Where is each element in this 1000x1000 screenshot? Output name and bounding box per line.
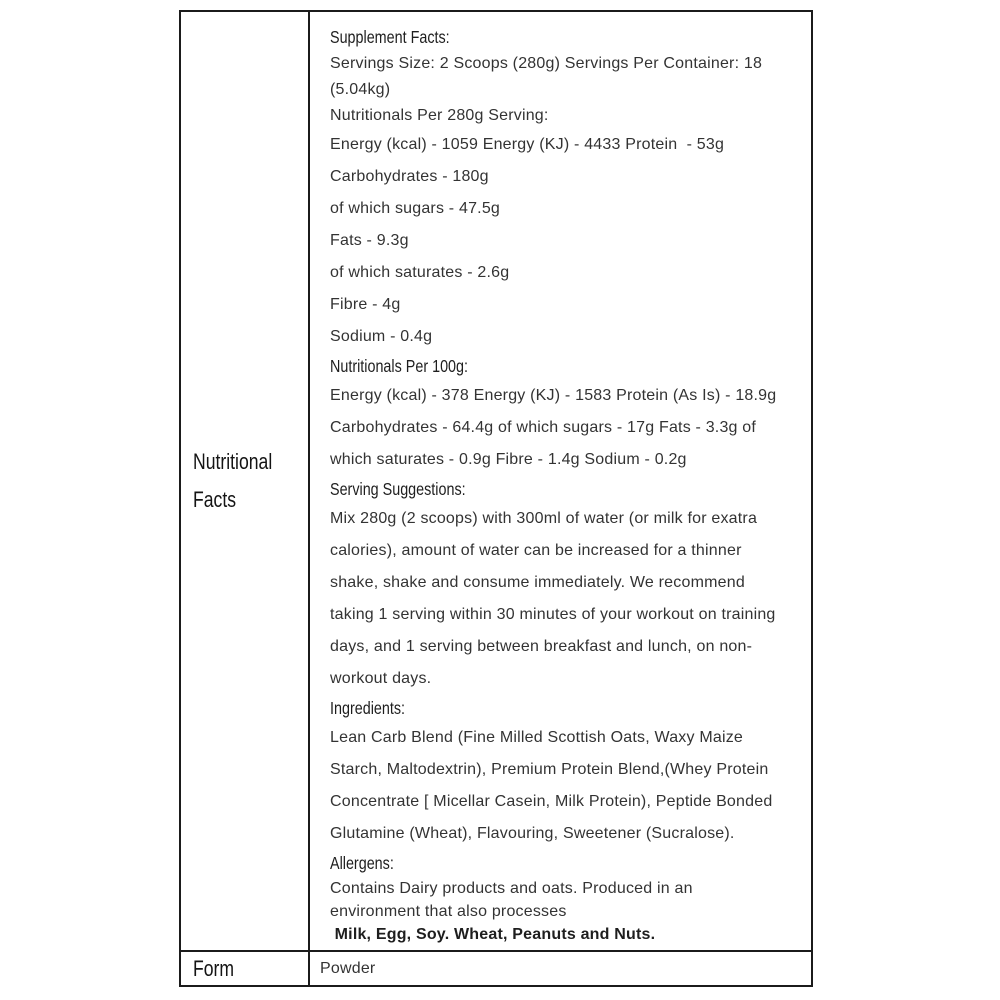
content-line-heading: Allergens: <box>330 853 394 873</box>
content-line-body: days, and 1 serving between breakfast and lunch, on non- <box>330 638 753 655</box>
nutritional-facts-label-cell <box>181 12 310 950</box>
content-line-body: taking 1 serving within 30 minutes of your workout on training <box>330 606 776 623</box>
form-label-cell <box>181 952 310 985</box>
nutritional-facts-label-line-2: Facts <box>193 487 237 512</box>
content-line-allergen: Contains Dairy products and oats. Produced in an <box>330 880 693 897</box>
content-line-body: of which saturates - 2.6g <box>330 264 510 281</box>
nutritional-facts-label-line-1: Nutritional <box>193 449 273 474</box>
content-line-tight: Nutritionals Per 280g Serving: <box>330 107 549 124</box>
content-line-body: Fats - 9.3g <box>330 232 409 249</box>
content-line-heading: Serving Suggestions: <box>330 479 466 499</box>
content-line-body: Carbohydrates - 180g <box>330 168 489 185</box>
table-row-nutritional-facts <box>181 12 811 952</box>
form-label: Form <box>193 955 235 981</box>
content-line-tight: (5.04kg) <box>330 81 391 98</box>
content-line-body: workout days. <box>330 670 432 687</box>
form-value-cell <box>310 952 811 985</box>
content-line-body: Carbohydrates - 64.4g of which sugars - 17g Fats - 3.3g of <box>330 419 757 436</box>
content-line-body: Fibre - 4g <box>330 296 401 313</box>
content-line-body: Lean Carb Blend (Fine Milled Scottish Oats, Waxy Maize <box>330 729 744 746</box>
content-line-body: Concentrate [ Micellar Casein, Milk Protein), Peptide Bonded <box>330 793 773 810</box>
product-spec-table <box>179 10 813 987</box>
content-line-body: shake, shake and consume immediately. We recommend <box>330 574 745 591</box>
content-line-body: of which sugars - 47.5g <box>330 200 501 217</box>
content-line-body: Starch, Maltodextrin), Premium Protein Blend,(Whey Protein <box>330 761 769 778</box>
content-line-body: Energy (kcal) - 378 Energy (KJ) - 1583 Protein (As Is) - 18.9g <box>330 387 777 404</box>
content-line-heading: Ingredients: <box>330 698 405 718</box>
content-line-heading: Nutritionals Per 100g: <box>330 356 469 376</box>
content-line-allergen: environment that also processes <box>330 903 567 920</box>
form-value: Powder <box>320 959 376 977</box>
content-line-allergen-bold: Milk, Egg, Soy. Wheat, Peanuts and Nuts. <box>330 926 656 943</box>
content-line-body: Glutamine (Wheat), Flavouring, Sweetener (Sucralose). <box>330 825 735 842</box>
table-row-form <box>181 952 811 985</box>
content-line-tight: Servings Size: 2 Scoops (280g) Servings Per Container: 18 <box>330 55 763 72</box>
content-line-body: which saturates - 0.9g Fibre - 1.4g Sodium - 0.2g <box>330 451 687 468</box>
content-line-body: calories), amount of water can be increased for a thinner <box>330 542 742 559</box>
content-line-heading: Supplement Facts: <box>330 27 450 47</box>
content-line-body: Energy (kcal) - 1059 Energy (KJ) - 4433 Protein - 53g <box>330 136 725 153</box>
content-line-body: Mix 280g (2 scoops) with 300ml of water (or milk for exatra <box>330 510 758 527</box>
nutritional-facts-content-cell <box>310 12 811 950</box>
content-line-body: Sodium - 0.4g <box>330 328 433 345</box>
